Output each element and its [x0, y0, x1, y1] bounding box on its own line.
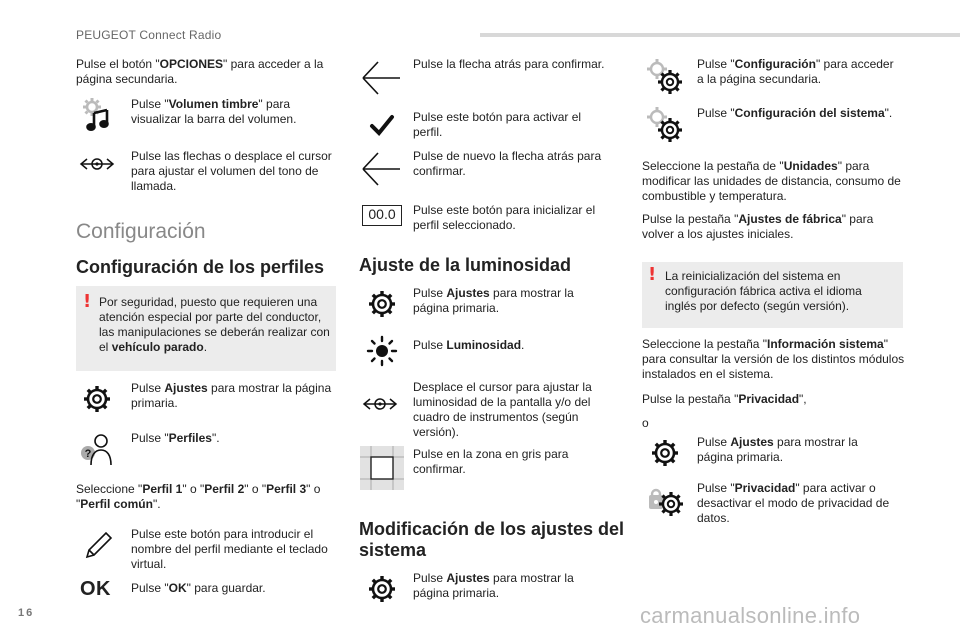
header-title: PEUGEOT Connect Radio: [76, 28, 222, 42]
gear-icon-2[interactable]: [364, 286, 400, 322]
reset-value-button[interactable]: 00.0: [362, 205, 402, 226]
check-icon[interactable]: [364, 107, 400, 143]
privacy-tab-text: Pulse la pestaña "Privacidad",: [642, 392, 807, 406]
header-bar: [480, 33, 960, 37]
svg-text:?: ?: [84, 448, 92, 460]
ok-button-icon[interactable]: OK: [80, 578, 111, 600]
factory-text: Pulse la pestaña "Ajustes de fábrica" para volver a los ajustes iniciales.: [642, 212, 874, 241]
system-info-text: Seleccione la pestaña "Información sistema" para consultar la versión de los distintos módulos instalados en el sistema.: [642, 337, 905, 381]
units-text: Seleccione la pestaña de "Unidades" para modificar las unidades de distancia, consumo de combustible y temperatura.: [642, 159, 901, 203]
grey-zone-text: Pulse en la zona en gris para confirmar.: [413, 447, 569, 476]
ajustes-text-3: Pulse Ajustes para mostrar la página primaria.: [413, 571, 574, 600]
reset-profile-text: Pulse este botón para inicializar el perfil seleccionado.: [413, 203, 596, 232]
gear-icon-4[interactable]: [647, 435, 683, 471]
back-arrow-icon[interactable]: [360, 57, 402, 99]
activate-profile-text: Pulse este botón para activar el perfil.: [413, 110, 582, 139]
section-title: Configuración: [76, 220, 206, 243]
double-gear-icon-2[interactable]: [644, 105, 686, 147]
system-config-text: Pulse "Configuración del sistema".: [697, 106, 893, 120]
watermark: carmanualsonline.info: [640, 603, 861, 628]
ok-text: Pulse "OK" para guardar.: [131, 581, 266, 595]
luminosidad-text: Pulse Luminosidad.: [413, 338, 525, 352]
privacy-lock-icon[interactable]: [645, 481, 687, 523]
volume-text: Pulse "Volumen timbre" para visualizar la barra del volumen.: [131, 97, 297, 126]
back-again-text: Pulse de nuevo la flecha atrás para confirmar.: [413, 149, 602, 178]
arrows-text: Pulse las flechas o desplace el cursor para ajustar el volumen del tono de llamada.: [131, 149, 332, 193]
slider-arrows-icon[interactable]: [79, 146, 115, 182]
gear-icon[interactable]: [79, 381, 115, 417]
back-arrow-icon-2[interactable]: [360, 148, 402, 190]
safety-warning-text: Por seguridad, puesto que requieren una atención especial por parte del conductor, las manipulaciones se deberán realizar con el vehículo parado.: [99, 295, 330, 354]
double-gear-icon[interactable]: [644, 57, 686, 99]
edit-name-text: Pulse este botón para introducir el nombre del perfil mediante el teclado virtual.: [131, 527, 328, 571]
pencil-icon[interactable]: [79, 527, 115, 563]
ajustes-text-4: Pulse Ajustes para mostrar la página primaria.: [697, 435, 858, 464]
brightness-slider-text: Desplace el cursor para ajustar la luminosidad de la pantalla y/o del cuadro de instrumentos (según versión).: [413, 380, 592, 439]
privacy-text: Pulse "Privacidad" para activar o desactivar el modo de privacidad de datos.: [697, 481, 890, 525]
perfiles-text: Pulse "Perfiles".: [131, 431, 220, 445]
settings-music-icon[interactable]: [79, 97, 115, 133]
ajustes-text: Pulse Ajustes para mostrar la página primaria.: [131, 381, 332, 410]
brightness-icon[interactable]: [364, 333, 400, 369]
ajustes-text-2: Pulse Ajustes para mostrar la página primaria.: [413, 286, 574, 315]
system-settings-heading: Modificación de los ajustes del sistema: [359, 519, 625, 560]
configuracion-text: Pulse "Configuración" para acceder a la página secundaria.: [697, 57, 894, 86]
slider-arrows-icon-2[interactable]: [362, 386, 398, 422]
page-number: 16: [18, 607, 35, 619]
select-profile-text: Seleccione "Perfil 1" o "Perfil 2" o "Perfil 3" o "Perfil común".: [76, 482, 321, 511]
intro-text: Pulse el botón "OPCIONES" para acceder a la página secundaria.: [76, 57, 324, 86]
back-confirm-text: Pulse la flecha atrás para confirmar.: [413, 57, 605, 71]
profile-user-icon[interactable]: [79, 431, 115, 467]
grey-zone-icon[interactable]: [359, 445, 405, 491]
or-text: o: [642, 416, 649, 430]
warning-icon-2: !: [648, 264, 657, 285]
brightness-heading: Ajuste de la luminosidad: [359, 255, 572, 275]
reset-warning-text: La reinicialización del sistema en configuración fábrica activa el idioma inglés por defecto (según versión).: [665, 269, 862, 313]
warning-icon: !: [83, 291, 92, 312]
gear-icon-3[interactable]: [364, 571, 400, 607]
profiles-heading: Configuración de los perfiles: [76, 257, 325, 277]
